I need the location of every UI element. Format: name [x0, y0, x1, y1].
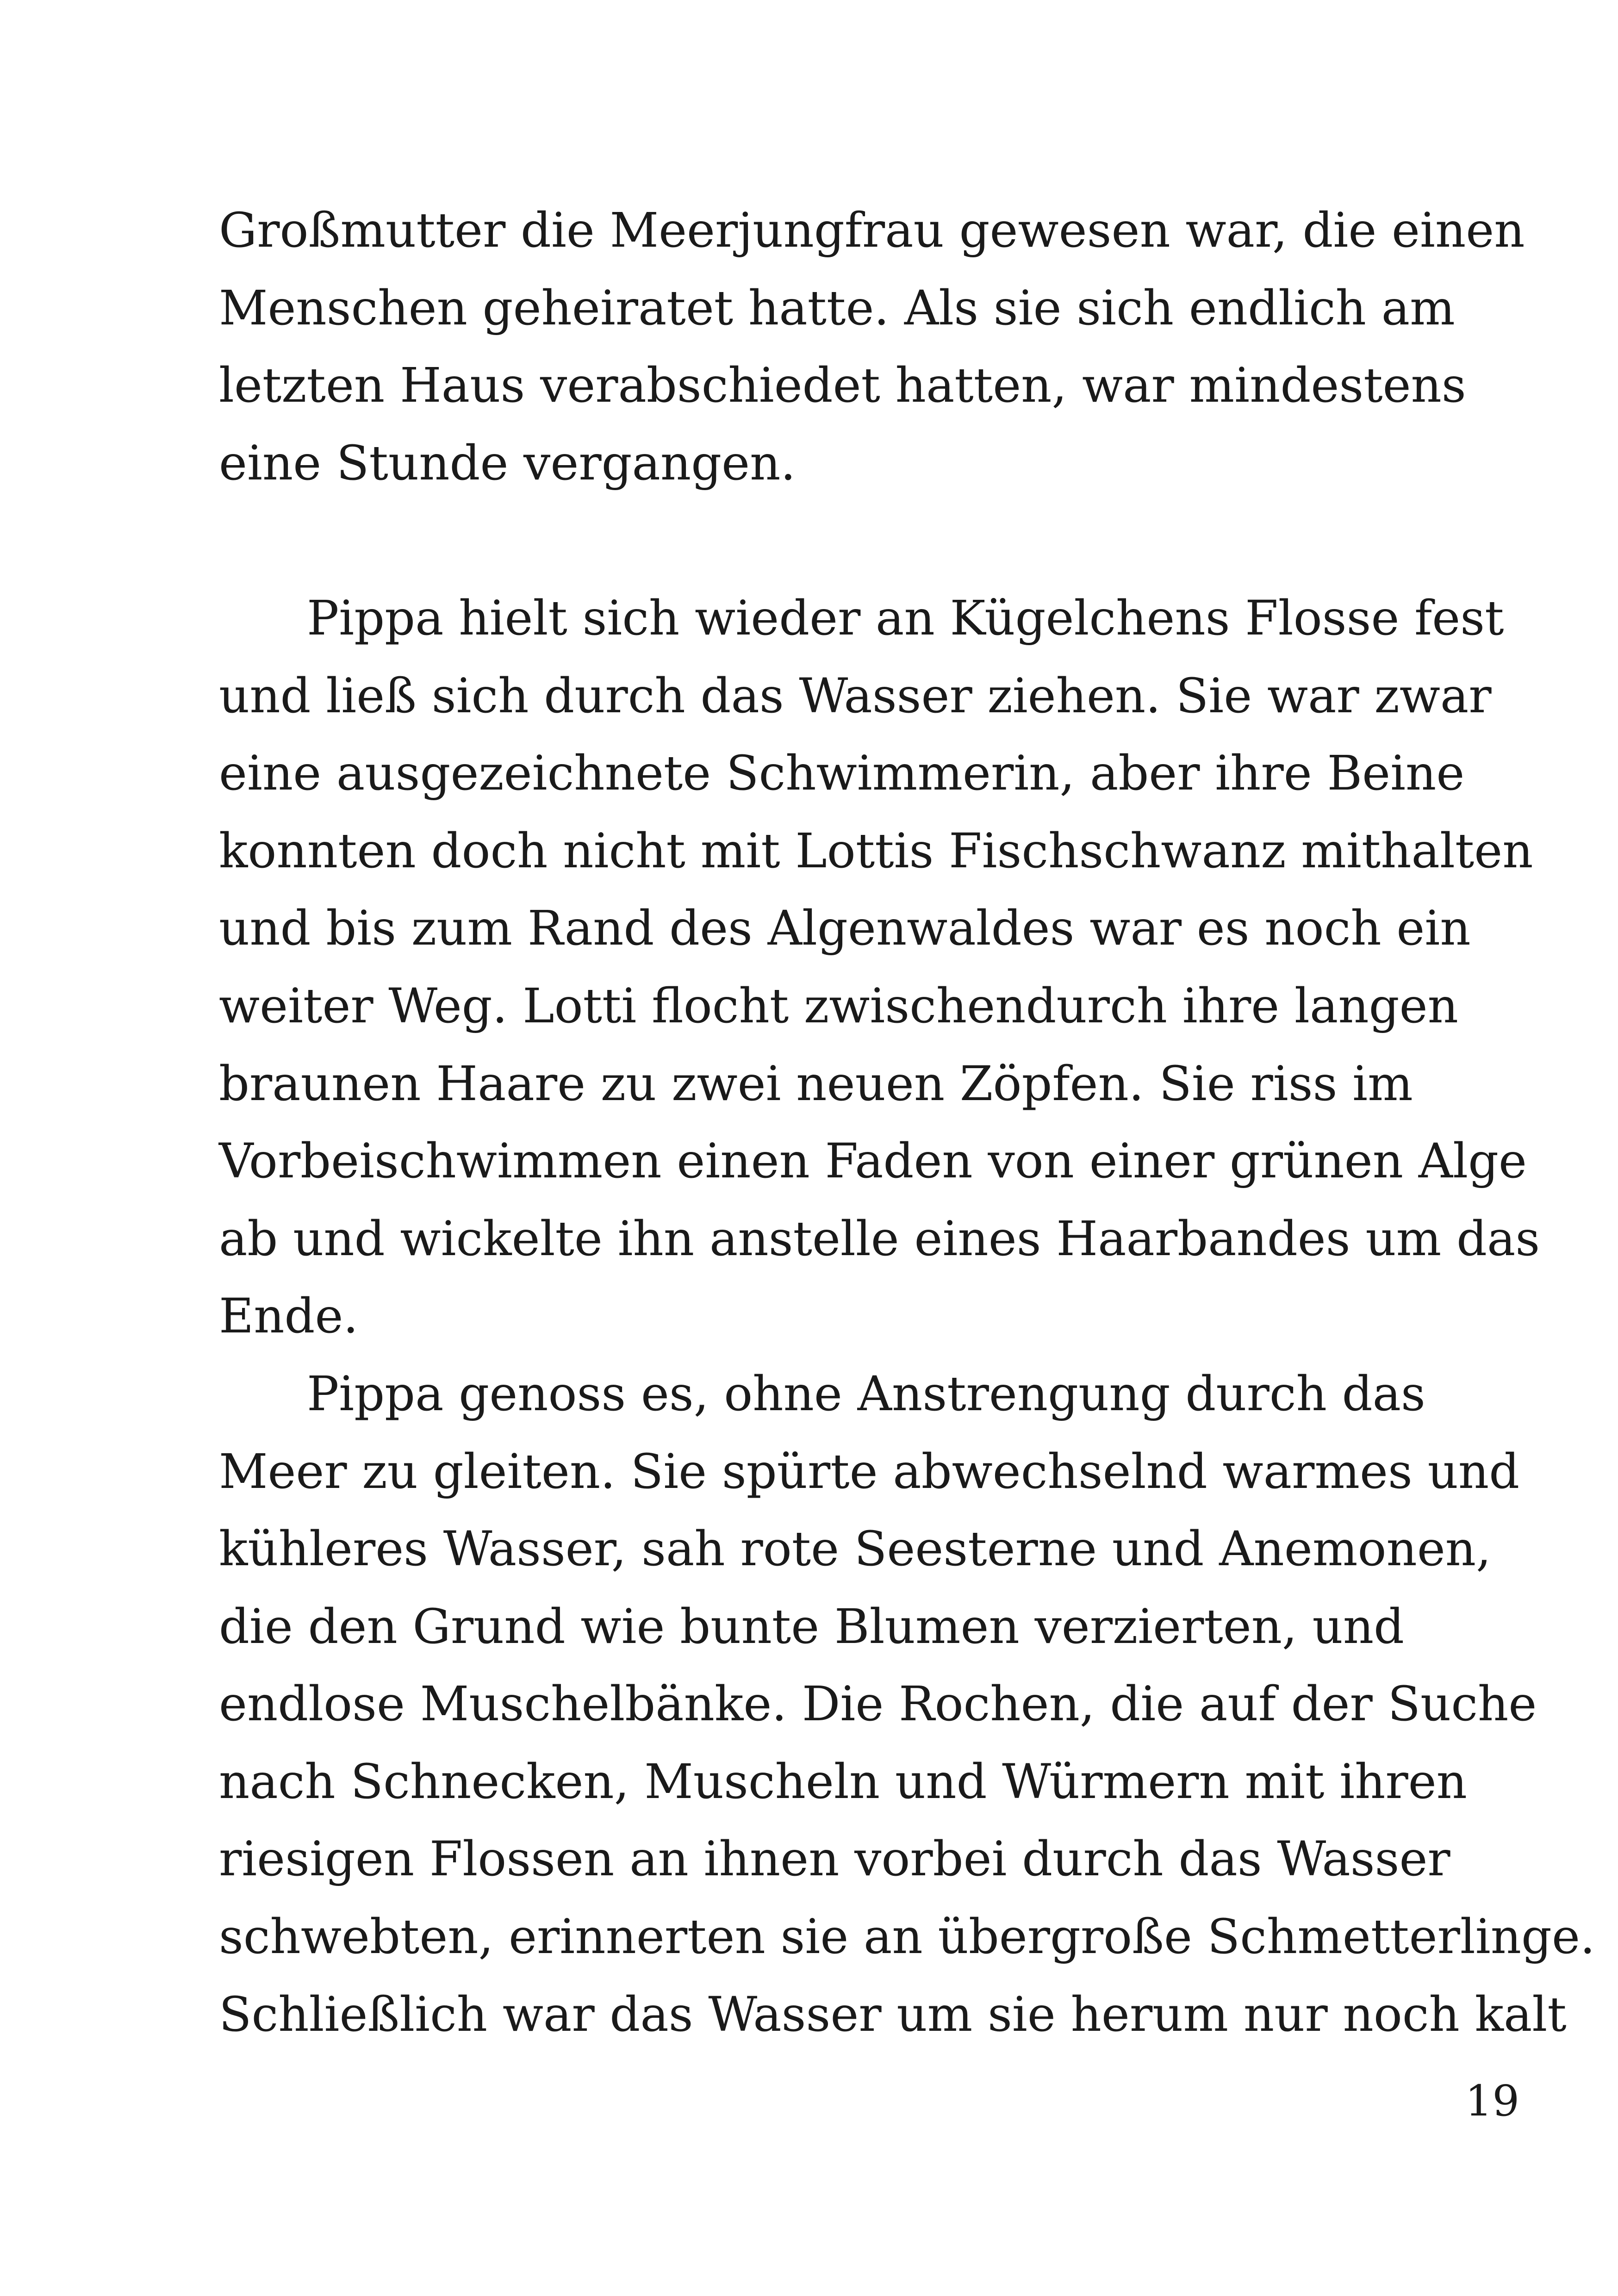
paragraph — [219, 192, 1525, 502]
paragraph — [219, 580, 1540, 1356]
text-line: konnten doch nicht mit Lottis Fischschwanz mithalten — [219, 823, 1533, 879]
text-line: schwebten, erinnerten sie an übergroße Schmetterlinge. — [219, 1909, 1595, 1965]
text-line: Schließlich war das Wasser um sie herum nur noch kalt — [219, 1986, 1567, 2042]
text-line: riesigen Flossen an ihnen vorbei durch das Wasser — [219, 1831, 1450, 1887]
text-line: eine ausgezeichnete Schwimmerin, aber ihre Beine — [219, 746, 1465, 802]
text-line: Pippa genoss es, ohne Anstrengung durch das — [307, 1366, 1425, 1422]
text-line: Menschen geheiratet hatte. Als sie sich endlich am — [219, 280, 1455, 336]
body-text — [219, 192, 1595, 2053]
page-number: 19 — [1465, 2076, 1519, 2126]
text-line: eine Stunde vergangen. — [219, 435, 796, 491]
text-line: nach Schnecken, Muscheln und Würmern mit ihren — [219, 1754, 1468, 1810]
text-line: braunen Haare zu zwei neuen Zöpfen. Sie riss im — [219, 1056, 1413, 1112]
text-line: endlose Muschelbänke. Die Rochen, die auf der Suche — [219, 1676, 1537, 1732]
text-line: Pippa hielt sich wieder an Kügelchens Flosse fest — [307, 590, 1504, 646]
paragraph — [219, 1356, 1595, 2053]
paragraph-spacer — [219, 502, 1352, 580]
text-line: Ende. — [219, 1288, 359, 1344]
text-line: Meer zu gleiten. Sie spürte abwechselnd warmes und — [219, 1444, 1520, 1500]
text-line: kühleres Wasser, sah rote Seesterne und Anemonen, — [219, 1521, 1491, 1577]
text-line: ab und wickelte ihn anstelle eines Haarbandes um das — [219, 1211, 1540, 1267]
text-line: die den Grund wie bunte Blumen verzierten, und — [219, 1599, 1405, 1655]
text-line: weiter Weg. Lotti flocht zwischendurch ihre langen — [219, 978, 1458, 1034]
text-line: und bis zum Rand des Algenwaldes war es noch ein — [219, 901, 1471, 957]
text-line: und ließ sich durch das Wasser ziehen. Sie war zwar — [219, 668, 1492, 724]
text-line: letzten Haus verabschiedet hatten, war mindestens — [219, 358, 1466, 414]
text-line: Großmutter die Meerjungfrau gewesen war, die einen — [219, 203, 1525, 258]
text-line: Vorbeischwimmen einen Faden von einer grünen Alge — [219, 1133, 1527, 1189]
